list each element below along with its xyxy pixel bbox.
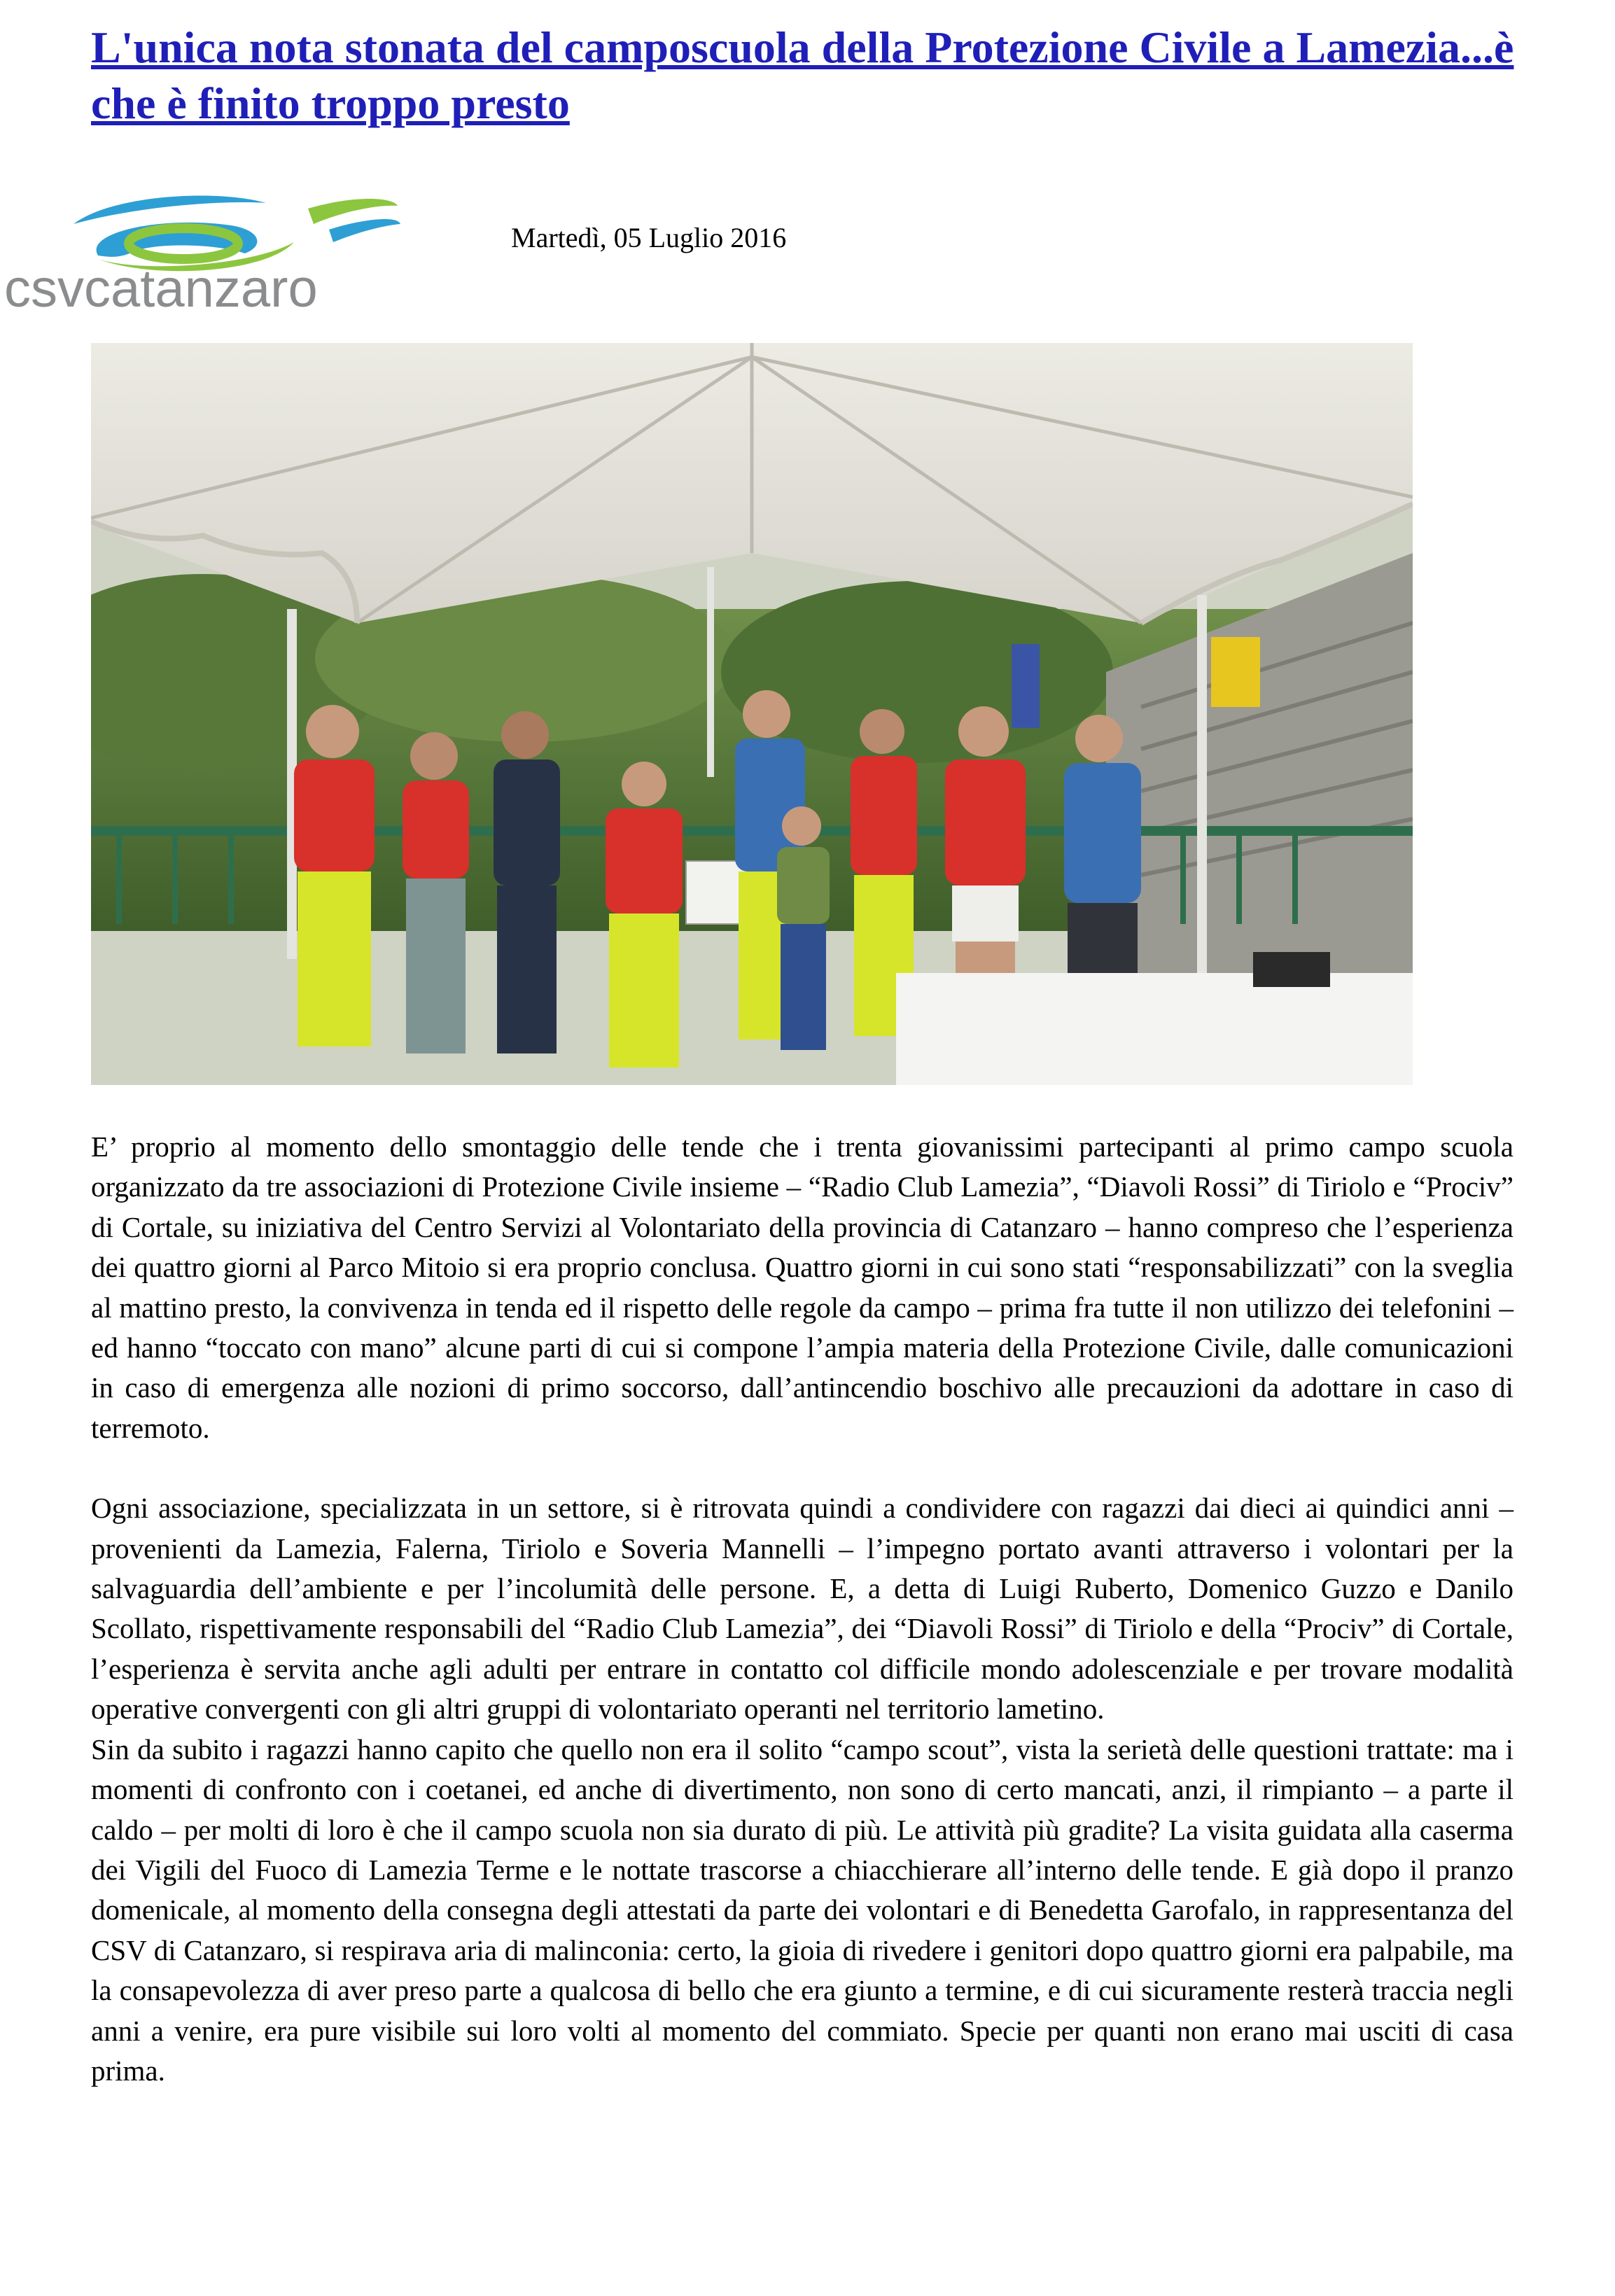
logo-wordmark: csvcatanzaro [4,259,318,315]
paragraph: Sin da subito i ragazzi hanno capito che quello non era il solito “campo scout”, vista la serietà delle questioni trattate: ma i momenti di confronto con i coetanei, ed anche di divertimento, non sono di certo mancati, anzi, il rimpianto – a parte il caldo – per molti di loro è che il campo scuola non sia durato di più. Le attività più gradite? La visita guidata alla caserma dei Vigili del Fuoco di Lamezia Terme e le nottate trascorse a chiacchierare all’interno delle tende. E già dopo il pranzo domenicale, al momento della consegna degli attestati da parte dei volontari e di Benedetta Garofalo, in rappresentanza del CSV di Catanzaro, si respirava aria di malinconia: certo, la gioia di rivedere i genitori dopo quattro giorni era palpabile, ma la consapevolezza di aver preso parte a qualcosa di bello che era giunto a termine, e di cui sicuramente resterà traccia negli anni a venire, era pure visibile sui loro volti al momento del commiato. Specie per quanti non erano mai usciti di casa prima. [91,1732,1513,2087]
article-body [91,1127,1513,2091]
article-date: Martedì, 05 Luglio 2016 [511,222,787,253]
paragraph: E’ proprio al momento dello smontaggio delle tende che i trenta giovanissimi partecipanti al primo campo scuola organizzato da tre associazioni di Protezione Civile insieme – “Radio Club Lamezia”, “Diavoli Rossi” di Tiriolo e “Prociv” di Cortale, su iniziativa del Centro Servizi al Volontariato della provincia di Catanzaro – hanno compreso che l’esperienza dei quattro giorni al Parco Mitoio si era proprio conclusa. Quattro giorni in cui sono stati “responsabilizzati” con la sveglia al mattino presto, la convivenza in tenda ed il rispetto delle regole da campo – prima fra tutte il non utilizzo dei telefonini – ed hanno “toccato con mano” alcune parti di cui si compone l’ampia materia della Protezione Civile, dalle comunicazioni in caso di emergenza alle nozioni di primo soccorso, dall’antincendio boschivo alle precauzioni da adottare in caso di terremoto. [91,1130,1513,1444]
article-title-link[interactable]: L'unica nota stonata del camposcuola della Protezione Civile a Lamezia...è che è finito troppo presto [91,22,1514,128]
article-photo [91,343,1413,1085]
paragraph: Ogni associazione, specializzata in un settore, si è ritrovata quindi a condividere con ragazzi dai dieci ai quindici anni – provenienti da Lamezia, Falerna, Tiriolo e Soveria Mannelli – l’impegno portato avanti attraverso i volontari per la salvaguardia dell’ambiente e per l’incolumità delle persone. E, a detta di Luigi Ruberto, Domenico Guzzo e Danilo Scollato, rispettivamente responsabili del “Radio Club Lamezia”, dei “Diavoli Rossi” di Tiriolo e della “Prociv” di Cortale, l’esperienza è servita anche agli adulti per entrare in contatto col difficile mondo adolescenziale e per trovare modalità operative convergenti con gli altri gruppi di volontariato operanti nel territorio lametino. [91,1492,1513,1726]
csv-catanzaro-logo [0,175,462,315]
